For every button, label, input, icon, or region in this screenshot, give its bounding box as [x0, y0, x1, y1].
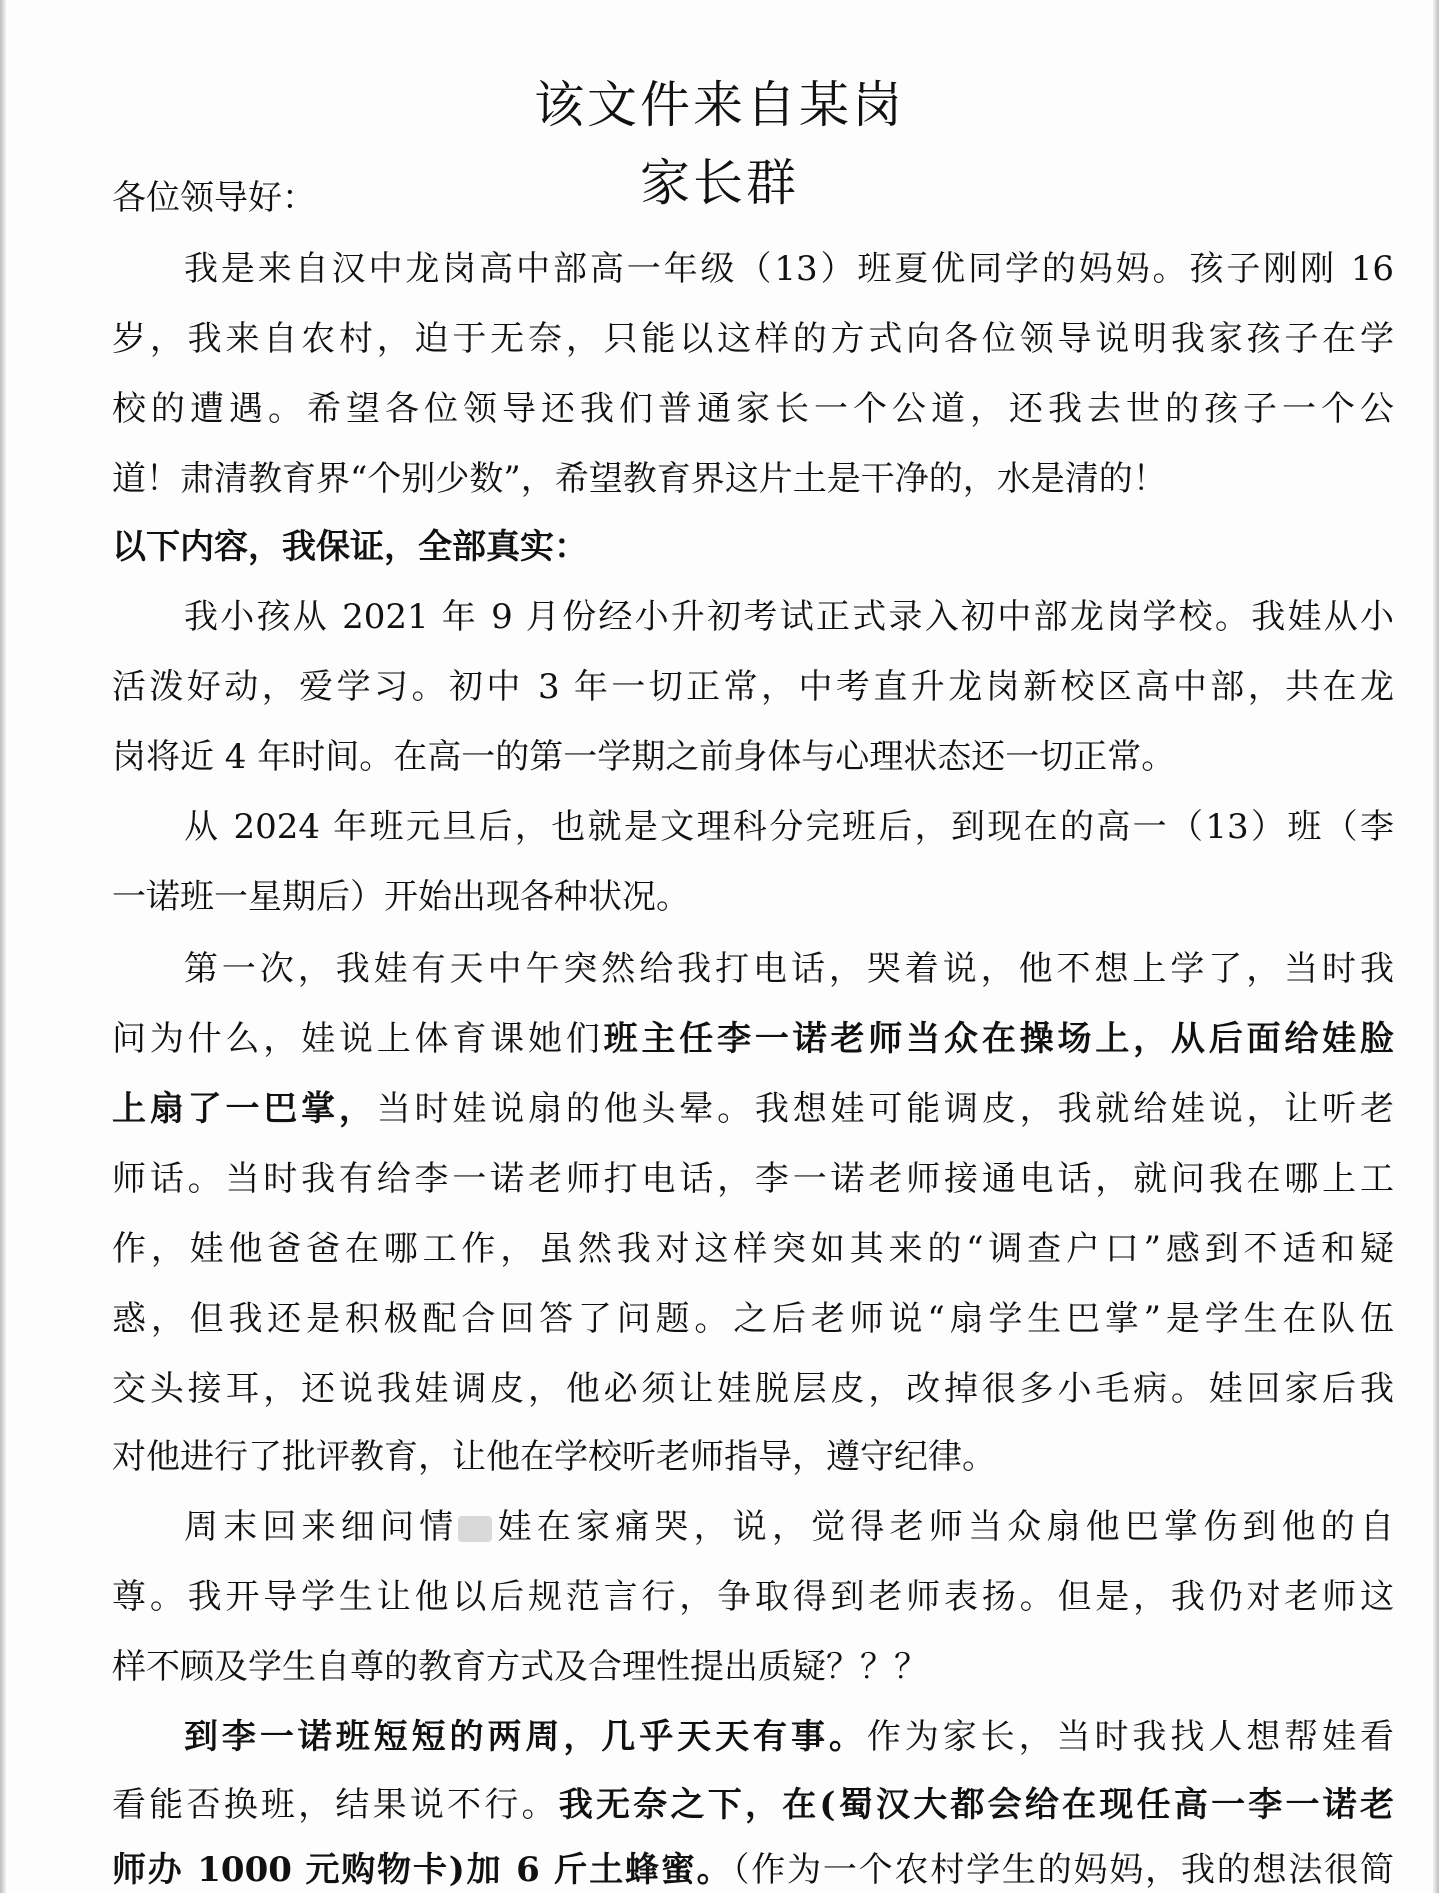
line-segment: （作为一个农村学生的妈妈，我的想法很简 — [732, 1850, 1394, 1890]
line-segment: 问为什么，娃说上体育课她们 — [112, 1019, 604, 1059]
line-segment-bold: 班主任李一诺老师当众在操场上，从后面给娃脸 — [603, 1019, 1395, 1059]
line-segment-bold: 到李一诺班短短的两周，几乎天天有事。 — [184, 1717, 867, 1757]
document-title-line2: 家长群 — [640, 154, 799, 212]
line-segment-bold: 我无奈之下，在(蜀汉大都会给在现任高一李一诺老 — [558, 1785, 1394, 1825]
paragraph-line — [112, 1783, 1394, 1827]
paragraph-line: 师话。当时我有给李一诺老师打电话，李一诺老师接通电话，就问我在哪上工 — [112, 1159, 1394, 1199]
line-segment: 作为家长，当时我找人想帮娃看 — [866, 1717, 1395, 1757]
paragraph-line: 校的遭遇。希望各位领导还我们普通家长一个公道，还我去世的孩子一个公 — [112, 389, 1394, 429]
line-segment: 周末回来细问情 — [184, 1507, 459, 1547]
paragraph-line: 尊。我开导学生让他以后规范言行，争取得到老师表扬。但是，我仍对老师这 — [112, 1577, 1394, 1617]
greeting: 各位领导好： — [112, 178, 316, 218]
paragraph-line: 第一次，我娃有天中午突然给我打电话，哭着说，他不想上学了，当时我 — [184, 949, 1394, 989]
paragraph-line: 我小孩从 2021 年 9 月份经小升初考试正式录入初中部龙岗学校。我娃从小 — [184, 597, 1394, 637]
page-edge-left — [0, 0, 6, 1893]
section-heading: 以下内容，我保证，全部真实： — [112, 527, 588, 567]
paragraph-line: 活泼好动，爱学习。初中 3 年一切正常，中考直升龙岗新校区高中部，共在龙 — [112, 667, 1394, 707]
page-edge-right — [1433, 0, 1439, 1893]
document-title-line1: 该文件来自某岗 — [534, 76, 905, 134]
paragraph-line: 岁，我来自农村，迫于无奈，只能以这样的方式向各位领导说明我家孩子在学 — [112, 319, 1394, 359]
paragraph-line: 作，娃他爸爸在哪工作，虽然我对这样突如其来的“调查户口”感到不适和疑 — [112, 1229, 1394, 1269]
paragraph-line: 从 2024 年班元旦后，也就是文理科分完班后，到现在的高一（13）班（李 — [184, 807, 1394, 847]
line-segment-bold: 师办 1000 元购物卡)加 6 斤土蜂蜜。 — [112, 1850, 733, 1890]
paragraph-line: 一诺班一星期后）开始出现各种状况。 — [112, 877, 690, 917]
line-segment: 娃在家痛哭，说，觉得老师当众扇他巴掌伤到他的自 — [492, 1507, 1395, 1547]
paragraph-line — [112, 1848, 1394, 1892]
paragraph-line: 对他进行了批评教育，让他在学校听老师指导，遵守纪律。 — [112, 1437, 996, 1477]
smudge-mark — [458, 1516, 492, 1542]
paragraph-line: 样不顾及学生自尊的教育方式及合理性提出质疑？？？ — [112, 1647, 928, 1687]
line-segment-bold: 上扇了一巴掌， — [112, 1089, 377, 1129]
paragraph-line — [112, 1017, 1394, 1061]
line-segment: 看能否换班，结果说不行。 — [112, 1785, 559, 1825]
paragraph-line — [112, 1087, 1394, 1131]
line-segment: 当时娃说扇的他头晕。我想娃可能调皮，我就给娃说，让听老 — [376, 1089, 1395, 1129]
paragraph-line — [184, 1715, 1394, 1759]
paragraph-line: 岗将近 4 年时间。在高一的第一学期之前身体与心理状态还一切正常。 — [112, 737, 1176, 777]
paragraph-line: 交头接耳，还说我娃调皮，他必须让娃脱层皮，改掉很多小毛病。娃回家后我 — [112, 1369, 1394, 1409]
paragraph-line: 惑，但我还是积极配合回答了问题。之后老师说“扇学生巴掌”是学生在队伍 — [112, 1299, 1394, 1339]
paragraph-line: 道！肃清教育界“个别少数”，希望教育界这片土是干净的，水是清的！ — [112, 459, 1167, 499]
paragraph-line: 我是来自汉中龙岗高中部高一年级（13）班夏优同学的妈妈。孩子刚刚 16 — [184, 249, 1394, 289]
paragraph-line — [184, 1505, 1394, 1549]
